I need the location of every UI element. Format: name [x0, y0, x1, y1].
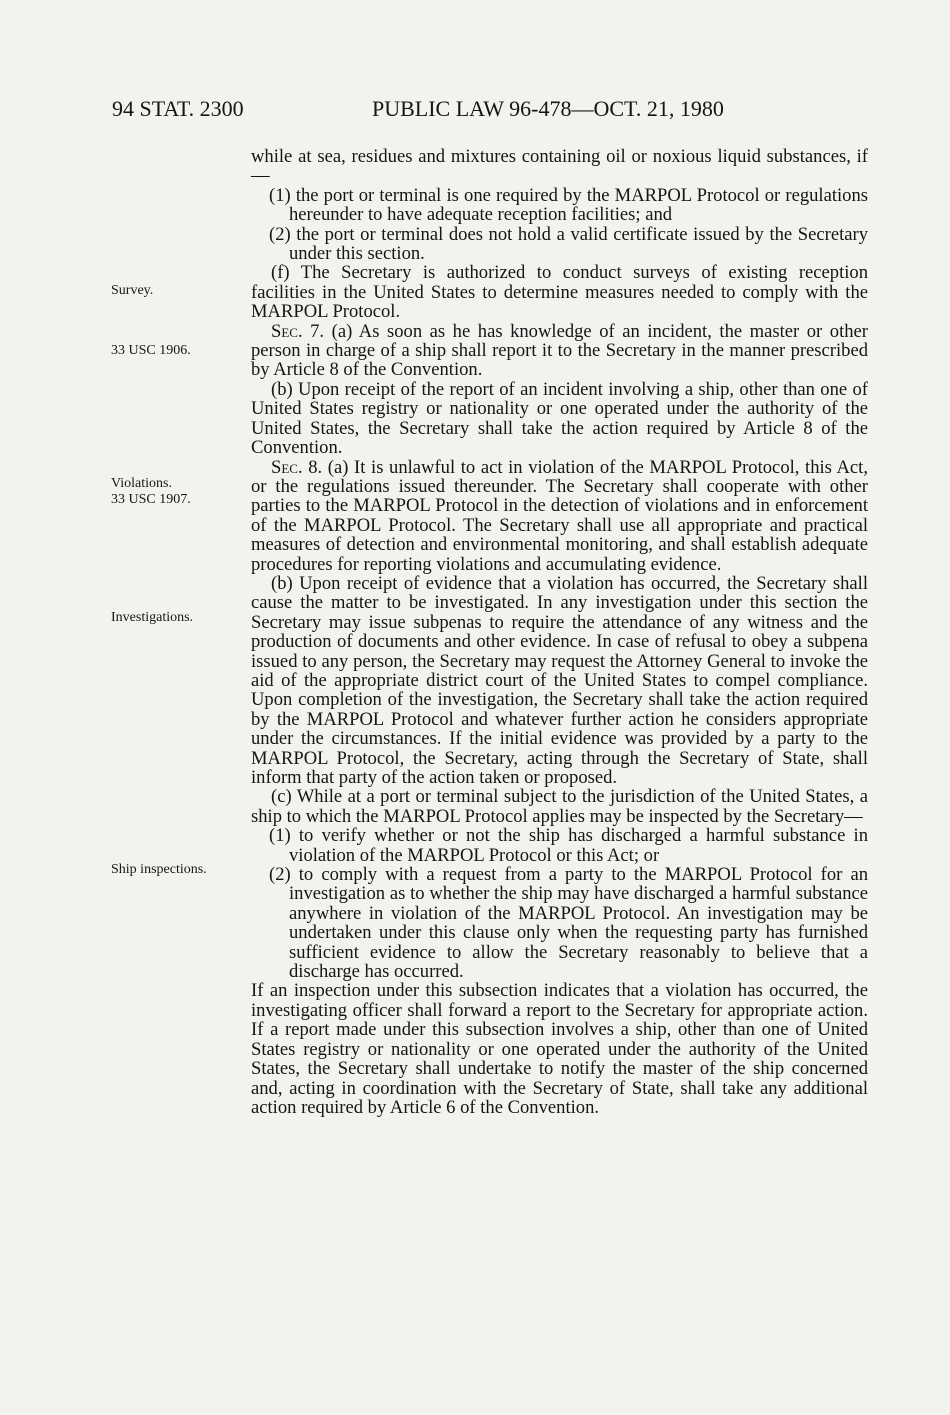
section-label: Sec. 8. [271, 456, 323, 478]
section-8-a [251, 458, 868, 574]
section-8-b: (b) Upon receipt of evidence that a violation has occurred, the Secretary shall cause the matter to be investigated. In any investigation under this section the Secretary may issue subpenas to require the attendance of any witness and the production of documents and other evidence. In case of refusal to obey a subpena issued to any person, the Secretary may request the Attorney General to invoke the aid of the appropriate district court of the United States to compel compliance. Upon completion of the investigation, the Secretary shall take the action required by the MARPOL Protocol and whatever further action he considers appropriate under the circumstances. If the initial evidence was provided by a party to the MARPOL Protocol, the Secretary, acting through the Secretary of State, shall inform that party of the action taken or proposed. [251, 572, 868, 788]
running-header: PUBLIC LAW 96-478—OCT. 21, 1980 [372, 96, 724, 121]
margin-note-ship-inspections: Ship inspections. [111, 862, 207, 877]
section-8-c: (c) While at a port or terminal subject to the jurisdiction of the United States, a ship to which the MARPOL Protocol applies may be inspected by the Secretary— [251, 786, 868, 827]
margin-note-usc-1907: 33 USC 1907. [111, 492, 191, 507]
statute-body [251, 147, 868, 1117]
section-7-b: (b) Upon receipt of the report of an incident involving a ship, other than one of United States registry or nationality or one operated under the authority of the United States, the Secretary shall take the action required by Article 8 of the Convention. [251, 378, 868, 459]
section-8-c-clause-1: (1) to verify whether or not the ship has discharged a harmful substance in violation of the MARPOL Protocol or this Act; or [269, 825, 868, 866]
margin-note-usc-1906: 33 USC 1906. [111, 343, 191, 358]
paragraph-subsection-f: (f) The Secretary is authorized to conduct surveys of existing reception facilities in the United States to determine measures needed to comply with the MARPOL Protocol. [251, 262, 868, 323]
margin-note-survey: Survey. [111, 283, 154, 298]
margin-note-investigations: Investigations. [111, 610, 194, 625]
paragraph-clause-1: (1) the port or terminal is one required by the MARPOL Protocol or regulations hereunder to have adequate reception facilities; and [269, 184, 868, 226]
section-text: (a) It is unlawful to act in violation of the MARPOL Protocol, this Act, or the regulations issued thereunder. The Secretary shall cooperate with other parties to the MARPOL Protocol in the detection of violations and in enforcement of the MARPOL Protocol. The Secretary shall use all appropriate and practical measures of detection and environmental monitoring, and shall establish adequate procedures for reporting violations and accumulating evidence. [251, 456, 868, 575]
section-8-c-clause-2: (2) to comply with a request from a party to the MARPOL Protocol for an investigation as to whether the ship may have discharged a harmful substance anywhere in violation of the MARPOL Protocol. An investigation may be undertaken under this clause only when the requesting party has furnished sufficient evidence to allow the Secretary reasonably to believe that a discharge has occurred. [269, 864, 868, 983]
section-text: (a) As soon as he has knowledge of an incident, the master or other person in charge of a ship shall report it to the Secretary in the manner prescribed by Article 8 of the Convention. [251, 320, 868, 381]
section-7-a [251, 322, 868, 380]
section-label: Sec. 7. [271, 320, 325, 342]
statute-page-number: 94 STAT. 2300 [112, 96, 244, 121]
paragraph-clause-2: (2) the port or terminal does not hold a valid certificate issued by the Secretary under this section. [269, 223, 868, 265]
paragraph-closing: If an inspection under this subsection indicates that a violation has occurred, the investigating officer shall forward a report to the Secretary for appropriate action. If a report made under this subsection involves a ship, other than one of United States registry or nationality or one operated under the authority of the United States, the Secretary shall undertake to notify the master of the ship concerned and, acting in coordination with the Secretary of State, shall take any additional action required by Article 6 of the Convention. [251, 980, 868, 1118]
margin-note-violations: Violations. [111, 476, 172, 491]
paragraph: while at sea, residues and mixtures containing oil or noxious liquid substances, if— [251, 146, 868, 187]
